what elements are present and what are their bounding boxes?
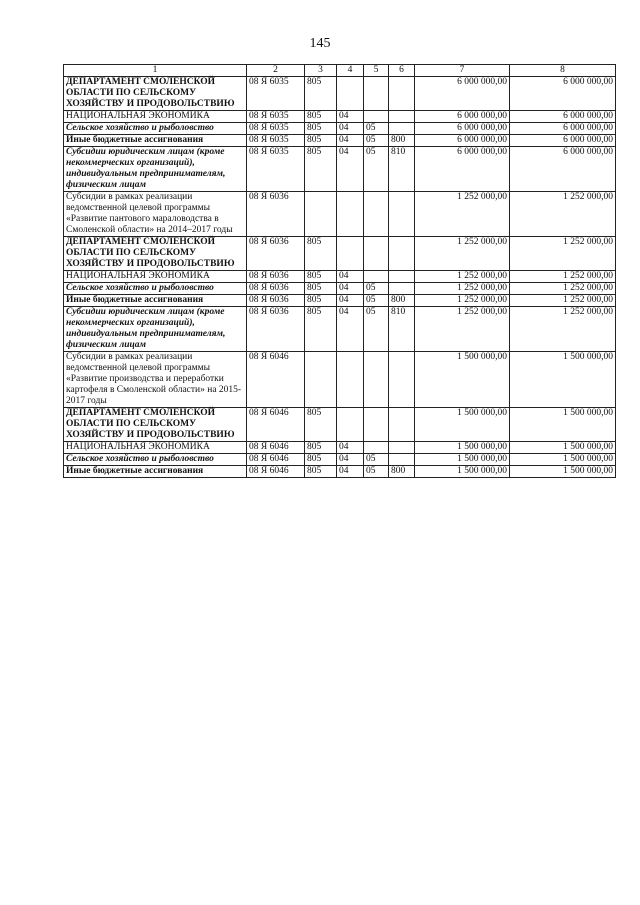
target-article-code: 08 Я 6036 — [247, 283, 305, 295]
expense-type-code — [389, 271, 415, 283]
table-row — [64, 111, 616, 123]
subsection-code: 05 — [364, 147, 389, 192]
amount-year-1: 6 000 000,00 — [415, 123, 510, 135]
row-name: Сельское хозяйство и рыболовство — [64, 283, 247, 295]
budget-table — [63, 64, 616, 478]
amount-year-2: 6 000 000,00 — [510, 135, 616, 147]
amount-year-2: 1 252 000,00 — [510, 192, 616, 237]
row-name: Субсидии в рамках реализации ведомственной целевой программы «Развитие пантового мараловодства в Смоленской области» на 2014–2017 годы — [64, 192, 247, 237]
section-code — [337, 408, 364, 442]
amount-year-2: 6 000 000,00 — [510, 111, 616, 123]
amount-year-2: 1 252 000,00 — [510, 295, 616, 307]
row-name: Сельское хозяйство и рыболовство — [64, 123, 247, 135]
table-row — [64, 77, 616, 111]
subsection-code — [364, 442, 389, 454]
expense-type-code — [389, 352, 415, 408]
ministry-code: 805 — [305, 123, 337, 135]
table-header-row — [64, 65, 616, 77]
page-number: 145 — [309, 36, 331, 51]
subsection-code: 05 — [364, 466, 389, 478]
row-name: Сельское хозяйство и рыболовство — [64, 454, 247, 466]
section-code: 04 — [337, 442, 364, 454]
amount-year-1: 6 000 000,00 — [415, 77, 510, 111]
row-name: ДЕПАРТАМЕНТ СМОЛЕНСКОЙ ОБЛАСТИ ПО СЕЛЬСКОМУ ХОЗЯЙСТВУ И ПРОДОВОЛЬСТВИЮ — [64, 237, 247, 271]
amount-year-2: 1 500 000,00 — [510, 466, 616, 478]
section-code — [337, 237, 364, 271]
subsection-code — [364, 237, 389, 271]
amount-year-2: 1 252 000,00 — [510, 271, 616, 283]
section-code: 04 — [337, 307, 364, 352]
subsection-code — [364, 192, 389, 237]
expense-type-code: 800 — [389, 466, 415, 478]
amount-year-2: 1 252 000,00 — [510, 307, 616, 352]
expense-type-code — [389, 454, 415, 466]
row-name: Иные бюджетные ассигнования — [64, 135, 247, 147]
amount-year-1: 1 500 000,00 — [415, 408, 510, 442]
amount-year-2: 6 000 000,00 — [510, 147, 616, 192]
amount-year-1: 1 252 000,00 — [415, 237, 510, 271]
section-code: 04 — [337, 454, 364, 466]
target-article-code: 08 Я 6036 — [247, 237, 305, 271]
ministry-code: 805 — [305, 466, 337, 478]
ministry-code — [305, 192, 337, 237]
row-name: Иные бюджетные ассигнования — [64, 466, 247, 478]
row-name: ДЕПАРТАМЕНТ СМОЛЕНСКОЙ ОБЛАСТИ ПО СЕЛЬСКОМУ ХОЗЯЙСТВУ И ПРОДОВОЛЬСТВИЮ — [64, 408, 247, 442]
amount-year-2: 6 000 000,00 — [510, 77, 616, 111]
expense-type-code — [389, 123, 415, 135]
target-article-code: 08 Я 6046 — [247, 454, 305, 466]
subsection-code: 05 — [364, 307, 389, 352]
table-row — [64, 147, 616, 192]
column-header: 7 — [415, 65, 510, 77]
amount-year-2: 6 000 000,00 — [510, 123, 616, 135]
amount-year-1: 1 252 000,00 — [415, 283, 510, 295]
ministry-code: 805 — [305, 283, 337, 295]
section-code — [337, 352, 364, 408]
row-name: ДЕПАРТАМЕНТ СМОЛЕНСКОЙ ОБЛАСТИ ПО СЕЛЬСКОМУ ХОЗЯЙСТВУ И ПРОДОВОЛЬСТВИЮ — [64, 77, 247, 111]
ministry-code: 805 — [305, 135, 337, 147]
table-row — [64, 192, 616, 237]
target-article-code: 08 Я 6046 — [247, 466, 305, 478]
ministry-code: 805 — [305, 111, 337, 123]
column-header: 5 — [364, 65, 389, 77]
target-article-code: 08 Я 6036 — [247, 295, 305, 307]
ministry-code — [305, 352, 337, 408]
table-row — [64, 271, 616, 283]
expense-type-code — [389, 77, 415, 111]
target-article-code: 08 Я 6035 — [247, 135, 305, 147]
amount-year-1: 1 252 000,00 — [415, 192, 510, 237]
target-article-code: 08 Я 6035 — [247, 77, 305, 111]
section-code: 04 — [337, 295, 364, 307]
table-row — [64, 307, 616, 352]
ministry-code: 805 — [305, 295, 337, 307]
subsection-code — [364, 77, 389, 111]
ministry-code: 805 — [305, 307, 337, 352]
amount-year-1: 6 000 000,00 — [415, 111, 510, 123]
amount-year-1: 1 500 000,00 — [415, 352, 510, 408]
table-row — [64, 352, 616, 408]
row-name: НАЦИОНАЛЬНАЯ ЭКОНОМИКА — [64, 442, 247, 454]
amount-year-1: 1 500 000,00 — [415, 454, 510, 466]
table-row — [64, 283, 616, 295]
subsection-code: 05 — [364, 135, 389, 147]
table-row — [64, 442, 616, 454]
subsection-code: 05 — [364, 283, 389, 295]
target-article-code: 08 Я 6035 — [247, 147, 305, 192]
amount-year-2: 1 500 000,00 — [510, 454, 616, 466]
subsection-code — [364, 352, 389, 408]
table-row — [64, 295, 616, 307]
target-article-code: 08 Я 6035 — [247, 123, 305, 135]
ministry-code: 805 — [305, 271, 337, 283]
column-header: 1 — [64, 65, 247, 77]
amount-year-1: 1 252 000,00 — [415, 271, 510, 283]
subsection-code: 05 — [364, 123, 389, 135]
table-row — [64, 454, 616, 466]
row-name: Субсидии юридическим лицам (кроме некоммерческих организаций), индивидуальным предпринимателям, физическим лицам — [64, 147, 247, 192]
column-header: 2 — [247, 65, 305, 77]
amount-year-1: 6 000 000,00 — [415, 135, 510, 147]
amount-year-2: 1 252 000,00 — [510, 283, 616, 295]
ministry-code: 805 — [305, 454, 337, 466]
table-row — [64, 466, 616, 478]
table-row — [64, 135, 616, 147]
amount-year-2: 1 500 000,00 — [510, 442, 616, 454]
section-code: 04 — [337, 111, 364, 123]
target-article-code: 08 Я 6036 — [247, 271, 305, 283]
subsection-code — [364, 271, 389, 283]
expense-type-code — [389, 111, 415, 123]
expense-type-code — [389, 192, 415, 237]
table-row — [64, 237, 616, 271]
amount-year-1: 1 500 000,00 — [415, 466, 510, 478]
target-article-code: 08 Я 6046 — [247, 442, 305, 454]
expense-type-code — [389, 237, 415, 271]
section-code: 04 — [337, 135, 364, 147]
section-code: 04 — [337, 271, 364, 283]
ministry-code: 805 — [305, 442, 337, 454]
subsection-code: 05 — [364, 454, 389, 466]
row-name: НАЦИОНАЛЬНАЯ ЭКОНОМИКА — [64, 271, 247, 283]
expense-type-code — [389, 408, 415, 442]
amount-year-1: 1 252 000,00 — [415, 295, 510, 307]
target-article-code: 08 Я 6046 — [247, 352, 305, 408]
row-name: Субсидии юридическим лицам (кроме некоммерческих организаций), индивидуальным предпринимателям, физическим лицам — [64, 307, 247, 352]
column-header: 6 — [389, 65, 415, 77]
section-code — [337, 192, 364, 237]
target-article-code: 08 Я 6046 — [247, 408, 305, 442]
section-code: 04 — [337, 466, 364, 478]
expense-type-code: 810 — [389, 147, 415, 192]
amount-year-2: 1 252 000,00 — [510, 237, 616, 271]
column-header: 3 — [305, 65, 337, 77]
amount-year-2: 1 500 000,00 — [510, 352, 616, 408]
ministry-code: 805 — [305, 147, 337, 192]
expense-type-code: 800 — [389, 135, 415, 147]
table-row — [64, 408, 616, 442]
target-article-code: 08 Я 6035 — [247, 111, 305, 123]
row-name: Субсидии в рамках реализации ведомственной целевой программы «Развитие производства и переработки картофеля в Смоленской области» на 2015-2017 годы — [64, 352, 247, 408]
expense-type-code: 800 — [389, 295, 415, 307]
expense-type-code — [389, 283, 415, 295]
column-header: 4 — [337, 65, 364, 77]
target-article-code: 08 Я 6036 — [247, 307, 305, 352]
subsection-code: 05 — [364, 295, 389, 307]
amount-year-1: 6 000 000,00 — [415, 147, 510, 192]
ministry-code: 805 — [305, 77, 337, 111]
table-row — [64, 123, 616, 135]
amount-year-1: 1 500 000,00 — [415, 442, 510, 454]
ministry-code: 805 — [305, 408, 337, 442]
row-name: Иные бюджетные ассигнования — [64, 295, 247, 307]
section-code — [337, 77, 364, 111]
expense-type-code — [389, 442, 415, 454]
expense-type-code: 810 — [389, 307, 415, 352]
amount-year-2: 1 500 000,00 — [510, 408, 616, 442]
subsection-code — [364, 111, 389, 123]
target-article-code: 08 Я 6036 — [247, 192, 305, 237]
subsection-code — [364, 408, 389, 442]
column-header: 8 — [510, 65, 616, 77]
amount-year-1: 1 252 000,00 — [415, 307, 510, 352]
ministry-code: 805 — [305, 237, 337, 271]
section-code: 04 — [337, 123, 364, 135]
row-name: НАЦИОНАЛЬНАЯ ЭКОНОМИКА — [64, 111, 247, 123]
section-code: 04 — [337, 147, 364, 192]
section-code: 04 — [337, 283, 364, 295]
